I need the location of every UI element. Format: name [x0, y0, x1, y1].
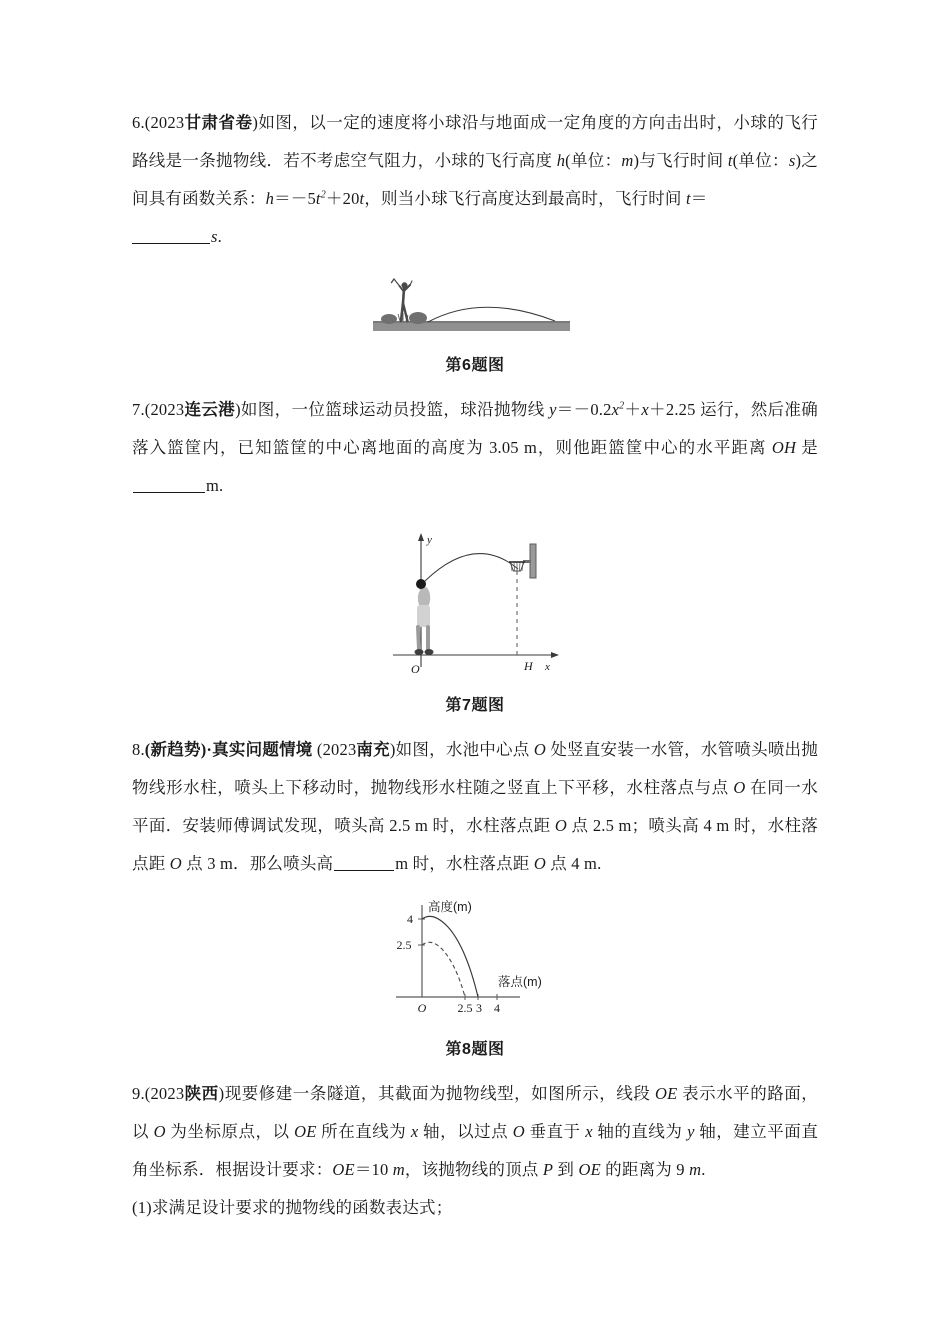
question-8-tag-close: ) — [200, 740, 207, 759]
question-7-body-1: 如图，一位篮球运动员投篮，球沿抛物线 — [240, 400, 550, 419]
y-axis-label: y — [427, 534, 432, 546]
question-9-unit-m2: m — [689, 1160, 702, 1179]
question-9-source: 陕西 — [184, 1084, 219, 1103]
question-8-figure-caption: 第8题图 — [445, 1041, 505, 1058]
chart-xlabel-2p5: 2.5 — [457, 1001, 473, 1015]
question-8-body-4: 点 2.5 m；喷头高 4 m 时，水柱落点距 — [132, 816, 818, 873]
question-9-unit-m1: m — [392, 1160, 405, 1179]
question-9-text — [132, 1075, 818, 1189]
question-8-tag-context: 真实问题情境 — [212, 740, 313, 759]
question-7-answer-blank[interactable] — [133, 476, 205, 493]
question-6-body-6: ，则当小球飞行高度达到最高时，飞行时间 — [364, 189, 686, 208]
golf-svg — [370, 272, 580, 334]
question-6-tail-unit: s — [211, 227, 218, 246]
question-9-var-oe2: OE — [294, 1122, 317, 1141]
question-7-figure-caption: 第7题图 — [445, 697, 505, 714]
series-solid-curve — [422, 916, 478, 997]
question-7-formula-x: x — [611, 400, 620, 419]
y-axis-arrow — [418, 533, 424, 541]
question-6-body-7: ＝ — [690, 189, 708, 208]
shot-trajectory-curve — [425, 554, 518, 581]
question-8-tag-dot: · — [206, 740, 213, 759]
question-9-body-7: 轴的直线为 — [592, 1122, 688, 1141]
question-8-var-o1: O — [533, 740, 546, 759]
question-8-source-close: ) — [389, 740, 396, 759]
question-7-body-3: 是 — [796, 438, 818, 457]
question-8-source: 南充 — [356, 740, 390, 759]
chart-ylabel-2p5: 2.5 — [396, 938, 412, 952]
question-8-body-5: 点 3 m．那么喷头高 — [181, 854, 334, 873]
question-9-var-y: y — [687, 1122, 695, 1141]
question-7-formula-plus: ＋ — [624, 400, 642, 419]
question-9-source-open: (2023 — [144, 1084, 185, 1103]
question-8-number: 8. — [132, 740, 145, 759]
question-7-text — [132, 391, 818, 505]
question-9-body-5: 轴，以过点 — [418, 1122, 513, 1141]
question-9-sub-1: (1)求满足设计要求的抛物线的函数表达式； — [132, 1198, 453, 1217]
question-7 — [132, 391, 818, 715]
basketball-icon — [416, 579, 426, 589]
question-8-body-6: m 时，水柱落点距 — [395, 854, 534, 873]
question-6-var-h: h — [556, 151, 566, 170]
question-9-var-o1: O — [153, 1122, 166, 1141]
chart-ylabel-4: 4 — [407, 912, 413, 926]
question-6-source-open: (2023 — [144, 113, 185, 132]
question-8-body-3: 在同一水平面．安装师傅调试发现，喷头高 2.5 m 时，水柱落点距 — [132, 778, 819, 835]
question-8-text — [132, 731, 818, 883]
question-6-body-3: )与飞行时间 — [633, 151, 728, 170]
question-9-source-close: ) — [218, 1084, 225, 1103]
question-6-body-1: 如图，以一定的速度将小球沿与地面成一定角度的方向击出时，小球的飞行路线是一条抛物线．若不考虑空气阻力，小球的飞行高度 — [132, 113, 818, 170]
question-7-number: 7. — [132, 400, 145, 419]
question-9-var-p: P — [542, 1160, 554, 1179]
origin-label: O — [411, 662, 420, 676]
question-6-source-close: ) — [252, 113, 259, 132]
ball-trajectory-curve — [428, 307, 555, 322]
question-6-formula-exponent: 2 — [320, 189, 326, 201]
question-6-body-4: (单位： — [732, 151, 789, 170]
question-8-var-o4: O — [169, 854, 182, 873]
question-9-var-oe4: OE — [578, 1160, 601, 1179]
question-7-var-oh: OH — [771, 438, 797, 457]
question-6-var-t3: t — [685, 189, 691, 208]
question-8-figure — [132, 897, 818, 1022]
question-9-body-2: 表示水平的路面，以 — [132, 1084, 818, 1141]
question-8-var-o5: O — [533, 854, 546, 873]
point-h-label: H — [524, 659, 533, 673]
question-6-formula-eq: ＝－5 — [274, 189, 316, 208]
question-9 — [132, 1075, 818, 1227]
question-7-formula-eq: ＝－0.2 — [556, 400, 612, 419]
chart-x-axis-title: 落点(m) — [498, 975, 542, 989]
golfer-icon — [392, 279, 413, 321]
question-7-source-close: ) — [235, 400, 241, 419]
chart-xlabel-3: 3 — [476, 1001, 482, 1015]
question-7-formula-exponent: 2 — [619, 400, 625, 412]
basketball-svg — [375, 527, 575, 682]
question-6-formula-h: h — [265, 189, 275, 208]
chart-y-axis-title: 高度(m) — [428, 900, 472, 914]
question-9-body-6: 垂直于 — [524, 1122, 586, 1141]
bush-left-icon — [381, 314, 397, 324]
question-7-formula-y: y — [549, 400, 557, 419]
question-9-var-oe3: OE — [332, 1160, 355, 1179]
question-9-body-12: . — [701, 1160, 706, 1179]
basketball-hoop-icon — [509, 544, 536, 578]
question-9-body-3: 为坐标原点，以 — [165, 1122, 295, 1141]
question-6-formula-plus: ＋20 — [325, 189, 360, 208]
question-9-var-x2: x — [585, 1122, 593, 1141]
chart-xlabel-4: 4 — [494, 1001, 500, 1015]
x-axis-arrow — [551, 652, 559, 658]
question-8-source-open: (2023 — [312, 740, 357, 759]
question-9-body-10: 到 — [553, 1160, 579, 1179]
question-9-body-9: ，该抛物线的顶点 — [404, 1160, 543, 1179]
series-dashed-curve — [422, 942, 465, 997]
question-9-body-4: 所在直线为 — [316, 1122, 411, 1141]
page-content — [132, 104, 818, 1227]
question-9-number: 9. — [132, 1084, 145, 1103]
question-7-formula-tail: ＋2.25 — [648, 400, 696, 419]
question-6-number: 6. — [132, 113, 145, 132]
question-9-body-8: 轴，建立平面直角坐标系．根据设计要求： — [132, 1122, 819, 1179]
question-7-source-open: (2023 — [144, 400, 185, 419]
question-9-var-x: x — [410, 1122, 419, 1141]
question-6-tail-dot: . — [217, 227, 222, 246]
question-6-formula-t2: t — [359, 189, 365, 208]
question-8-tag-new-trend: 新趋势 — [150, 740, 201, 759]
question-8-var-o3: O — [554, 816, 568, 835]
question-8-body-1: 如图，水池中心点 — [395, 740, 534, 759]
question-6-body-5: )之间具有函数关系： — [132, 151, 819, 208]
question-9-body-1: 现要修建一条隧道，其截面为抛物线型，如图所示，线段 — [224, 1084, 656, 1103]
question-9-var-oe1: OE — [655, 1084, 678, 1103]
question-6-figure-caption: 第6题图 — [445, 357, 505, 374]
question-8-answer-blank[interactable] — [334, 854, 394, 871]
question-7-figure — [132, 527, 818, 682]
basketball-player-icon — [415, 582, 434, 655]
question-6-formula-t: t — [315, 189, 321, 208]
question-8-tag-open: ( — [144, 740, 151, 759]
question-9-eq-10: ＝10 — [354, 1160, 393, 1179]
question-9-var-o2: O — [512, 1122, 525, 1141]
question-6-answer-blank[interactable] — [132, 227, 210, 244]
question-6-source: 甘肃省卷 — [184, 113, 253, 132]
question-6-text — [132, 104, 818, 256]
question-8-var-o2: O — [733, 778, 746, 797]
question-6-unit-m: m — [621, 151, 634, 170]
question-6-body-2: (单位： — [565, 151, 622, 170]
water-jet-chart — [380, 897, 570, 1022]
question-6-unit-s: s — [788, 151, 796, 170]
water-jet-svg — [380, 897, 570, 1022]
question-9-body-11: 的距离为 9 — [600, 1160, 690, 1179]
question-7-source: 连云港 — [184, 400, 236, 419]
question-6-figure — [132, 272, 818, 334]
question-6-var-t: t — [727, 151, 733, 170]
x-axis-label: x — [545, 661, 550, 673]
question-8 — [132, 731, 818, 1059]
ground-top-edge — [373, 321, 570, 323]
chart-origin-label: O — [417, 1001, 427, 1015]
question-7-body-2: 运行，然后准确落入篮筐内，已知篮筐的中心离地面的高度为 3.05 m，则他距篮筐中心的水平距离 — [132, 400, 818, 457]
question-7-formula-x2: x — [641, 400, 649, 419]
question-6 — [132, 104, 818, 375]
question-8-body-7: 点 4 m. — [545, 854, 602, 873]
question-7-tail-unit: m. — [206, 476, 224, 495]
basketball-scene — [375, 527, 575, 682]
bush-right-icon — [409, 312, 427, 324]
golf-scene — [370, 272, 580, 334]
question-8-body-2: 处竖直安装一水管，水管喷头喷出抛物线形水柱，喷头上下移动时，抛物线形水柱随之竖直上下平移，水柱落点与点 — [132, 740, 818, 797]
